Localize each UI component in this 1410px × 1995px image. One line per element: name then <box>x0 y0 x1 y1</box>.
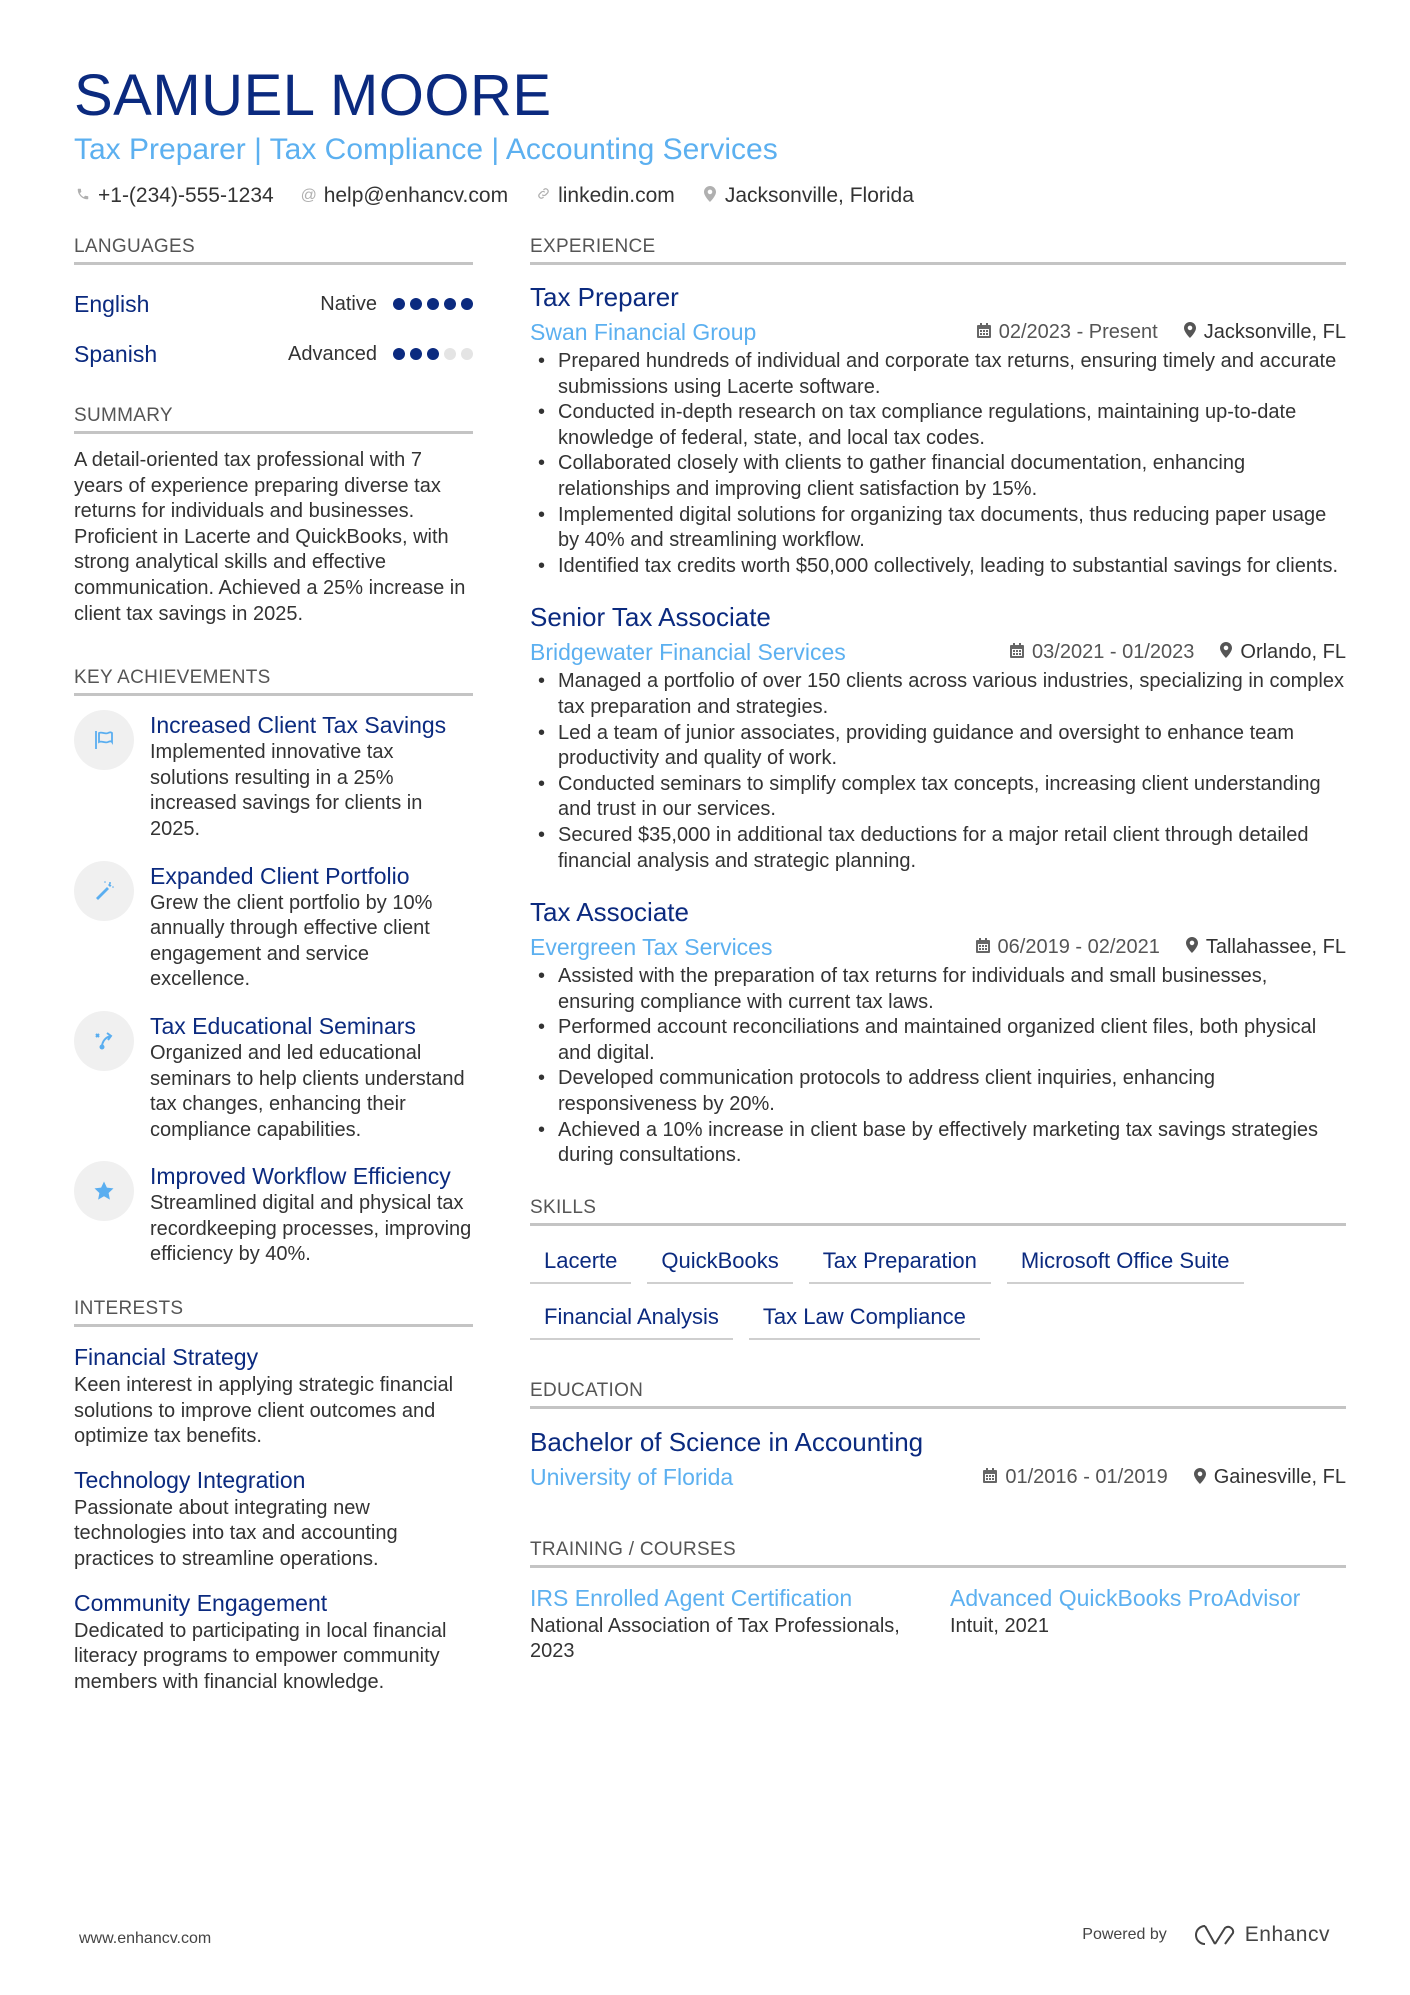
resume-header <box>74 62 1354 208</box>
job-title: Senior Tax Associate <box>530 602 771 633</box>
job-location <box>1220 641 1346 664</box>
dot-filled <box>410 298 422 310</box>
left-column <box>74 236 473 1709</box>
proficiency-dots <box>393 298 473 310</box>
calendar-icon <box>976 938 990 957</box>
dot-empty <box>444 348 456 360</box>
interest-desc: Passionate about integrating new technologies into tax and accounting practices to streamline operations. <box>74 1496 398 1571</box>
dot-empty <box>461 348 473 360</box>
star-icon <box>74 1161 134 1221</box>
magic-wand-icon <box>74 861 134 921</box>
experience-section <box>530 236 1346 1169</box>
bullet-item: • Identified tax credits worth $50,000 collectively, leading to substantial savings for clients. <box>530 554 1346 580</box>
job-location <box>1184 321 1346 344</box>
contact-phone[interactable] <box>74 184 274 208</box>
contact-bar <box>74 184 1354 208</box>
location-text: Gainesville, FL <box>1213 1466 1346 1489</box>
skill-tag: Tax Preparation <box>809 1244 991 1284</box>
dates-text: 02/2023 - Present <box>998 320 1158 343</box>
dot-filled <box>461 298 473 310</box>
job-bullets <box>530 964 1346 1169</box>
interests-section <box>74 1298 473 1695</box>
skill-tag: Financial Analysis <box>530 1300 733 1340</box>
dot-filled <box>444 298 456 310</box>
job-title: Tax Associate <box>530 897 689 928</box>
section-title: TRAINING / COURSES <box>530 1539 1346 1568</box>
achievement-item <box>74 861 473 993</box>
bullet-item: • Prepared hundreds of individual and corporate tax returns, ensuring timely and accurate submissions using Lacerte software. <box>530 349 1346 400</box>
job-bullets <box>530 669 1346 874</box>
training-desc: Intuit, 2021 <box>950 1614 1049 1637</box>
training-item <box>530 1582 926 1665</box>
location-text: Tallahassee, FL <box>1205 935 1346 958</box>
bullet-item: • Assisted with the preparation of tax returns for individuals and small businesses, ensuring compliance with current tax laws. <box>530 964 1346 1015</box>
skills-section <box>530 1197 1346 1340</box>
calendar-icon <box>983 1468 997 1487</box>
job-dates <box>977 321 1158 344</box>
language-name: English <box>74 290 150 317</box>
interest-title: Community Engagement <box>74 1589 328 1616</box>
achievement-title: Tax Educational Seminars <box>150 1012 416 1039</box>
enhancv-logo[interactable] <box>1191 1922 1330 1948</box>
achievement-desc: Organized and led educational seminars to help clients understand tax changes, enhancing their compliance capabilities. <box>150 1041 465 1141</box>
dot-filled <box>393 298 405 310</box>
language-level: Advanced <box>288 342 377 365</box>
job-entry <box>530 894 1346 1169</box>
dot-filled <box>393 348 405 360</box>
achievement-desc: Grew the client portfolio by 10% annually through effective client engagement and service excellence. <box>150 891 433 991</box>
footer-website[interactable]: www.enhancv.com <box>79 1930 212 1947</box>
dot-filled <box>427 348 439 360</box>
skill-tag: QuickBooks <box>647 1244 792 1284</box>
location-icon <box>1194 1468 1206 1488</box>
bullet-item: • Implemented digital solutions for organizing tax documents, thus reducing paper usage by 40% and streamlining workflow. <box>530 503 1346 554</box>
company-name: Evergreen Tax Services <box>530 933 773 960</box>
right-column <box>530 236 1346 1665</box>
achievement-item <box>74 710 473 842</box>
interest-desc: Keen interest in applying strategic financial solutions to improve client outcomes and optimize tax benefits. <box>74 1374 454 1448</box>
section-title: KEY ACHIEVEMENTS <box>74 667 473 696</box>
location-text: Orlando, FL <box>1240 640 1346 663</box>
achievement-title: Improved Workflow Efficiency <box>150 1163 451 1190</box>
link-icon <box>534 186 552 206</box>
degree-title: Bachelor of Science in Accounting <box>530 1426 924 1457</box>
calendar-icon <box>1010 643 1024 662</box>
at-icon: @ <box>300 187 317 204</box>
company-name: Swan Financial Group <box>530 318 757 345</box>
interest-item <box>74 1587 473 1696</box>
training-item <box>950 1582 1346 1665</box>
bullet-item: • Conducted seminars to simplify complex tax concepts, increasing client understanding and trust in our services. <box>530 772 1346 823</box>
achievement-item <box>74 1161 473 1268</box>
section-title: EDUCATION <box>530 1380 1346 1409</box>
bullet-item: • Led a team of junior associates, providing guidance and oversight to enhance team productivity and quality of work. <box>530 721 1346 772</box>
achievement-item <box>74 1011 473 1143</box>
location-icon <box>1186 937 1198 957</box>
dot-filled <box>427 298 439 310</box>
job-bullets <box>530 349 1346 579</box>
school-name: University of Florida <box>530 1464 734 1491</box>
calendar-icon <box>977 323 991 342</box>
training-section <box>530 1539 1346 1665</box>
dates-text: 06/2019 - 02/2021 <box>997 935 1160 958</box>
interest-desc: Dedicated to participating in local financial literacy programs to empower community members with financial knowledge. <box>74 1619 447 1693</box>
bullet-item: • Managed a portfolio of over 150 clients across various industries, specializing in complex tax preparation and strategies. <box>530 669 1346 720</box>
location-text: Jacksonville, FL <box>1203 320 1346 343</box>
education-section <box>530 1380 1346 1495</box>
job-entry <box>530 599 1346 874</box>
company-name: Bridgewater Financial Services <box>530 638 846 665</box>
candidate-headline: Tax Preparer | Tax Compliance | Accounting Services <box>74 133 778 166</box>
interest-title: Financial Strategy <box>74 1344 259 1371</box>
location-icon <box>701 186 719 207</box>
job-meta <box>530 315 1346 349</box>
bullet-item: • Achieved a 10% increase in client base by effectively marketing tax savings strategies during consultations. <box>530 1118 1346 1169</box>
job-meta <box>530 635 1346 669</box>
summary-section <box>74 405 473 627</box>
contact-email[interactable] <box>300 184 508 208</box>
language-level: Native <box>320 292 377 315</box>
education-meta <box>530 1461 1346 1495</box>
summary-text: A detail-oriented tax professional with 7 years of experience preparing diverse tax returns for individuals and businesses. Proficient in Lacerte and QuickBooks, with strong analytical skills and effective communication. Achieved a 25% increase in client tax savings in 2025. <box>74 449 466 625</box>
skill-tag: Lacerte <box>530 1244 631 1284</box>
job-dates <box>976 936 1160 959</box>
achievement-desc: Implemented innovative tax solutions resulting in a 25% increased savings for clients in 2025. <box>150 741 423 840</box>
section-title: INTERESTS <box>74 1298 473 1327</box>
candidate-name: SAMUEL MOORE <box>74 63 552 128</box>
location-icon <box>1184 322 1196 342</box>
bullet-item: • Secured $35,000 in additional tax deductions for a major retail client through detailed financial analysis and strategic planning. <box>530 823 1346 874</box>
education-location <box>1194 1466 1346 1489</box>
job-meta <box>530 930 1346 964</box>
training-desc: National Association of Tax Professionals, 2023 <box>530 1614 900 1663</box>
language-item <box>74 279 473 329</box>
job-location <box>1186 936 1346 959</box>
achievement-desc: Streamlined digital and physical tax recordkeeping processes, improving efficiency by 40%. <box>150 1192 472 1266</box>
proficiency-dots <box>393 348 473 360</box>
language-item <box>74 329 473 379</box>
job-dates <box>1010 641 1194 664</box>
location-value: Jacksonville, Florida <box>724 184 914 207</box>
language-name: Spanish <box>74 340 158 367</box>
email-value: help@enhancv.com <box>323 184 509 207</box>
strategy-icon <box>74 1011 134 1071</box>
phone-icon <box>74 187 92 206</box>
bullet-item: • Performed account reconciliations and maintained organized client files, both physical and digital. <box>530 1015 1346 1066</box>
training-title: IRS Enrolled Agent Certification <box>530 1584 853 1611</box>
powered-by-label: Powered by <box>1082 1926 1167 1943</box>
phone-value: +1-(234)-555-1234 <box>98 184 274 207</box>
contact-linkedin[interactable] <box>534 184 675 208</box>
dates-text: 03/2021 - 01/2023 <box>1032 640 1195 663</box>
flag-icon <box>74 710 134 770</box>
section-title: SKILLS <box>530 1197 1346 1226</box>
education-dates <box>983 1466 1167 1489</box>
achievement-title: Increased Client Tax Savings <box>150 712 447 739</box>
dates-text: 01/2016 - 01/2019 <box>1005 1466 1168 1489</box>
interest-item <box>74 1464 473 1573</box>
location-icon <box>1220 642 1232 662</box>
training-list <box>530 1582 1346 1665</box>
section-title: LANGUAGES <box>74 236 473 265</box>
section-title: EXPERIENCE <box>530 236 1346 265</box>
achievement-title: Expanded Client Portfolio <box>150 862 410 889</box>
job-title: Tax Preparer <box>530 282 679 312</box>
bullet-item: • Conducted in-depth research on tax compliance regulations, maintaining up-to-date knowledge of federal, state, and local tax codes. <box>530 400 1346 451</box>
enhancv-logo-icon <box>1191 1922 1237 1948</box>
linkedin-value: linkedin.com <box>558 184 675 207</box>
skills-list <box>530 1240 1346 1340</box>
training-title: Advanced QuickBooks ProAdvisor <box>950 1584 1301 1611</box>
job-entry <box>530 279 1346 579</box>
section-title: SUMMARY <box>74 405 473 434</box>
skill-tag: Microsoft Office Suite <box>1007 1244 1244 1284</box>
bullet-item: • Developed communication protocols to address client inquiries, enhancing responsiveness by 20%. <box>530 1066 1346 1117</box>
brand-name: Enhancv <box>1244 1923 1330 1946</box>
footer-branding <box>1082 1922 1330 1948</box>
interest-item <box>74 1341 473 1450</box>
achievements-section <box>74 667 473 1268</box>
interest-title: Technology Integration <box>74 1466 306 1493</box>
languages-section <box>74 236 473 379</box>
skill-tag: Tax Law Compliance <box>749 1300 980 1340</box>
bullet-item: • Collaborated closely with clients to gather financial documentation, enhancing relationships and improving client satisfaction by 15%. <box>530 451 1346 502</box>
contact-location <box>701 184 914 208</box>
dot-filled <box>410 348 422 360</box>
